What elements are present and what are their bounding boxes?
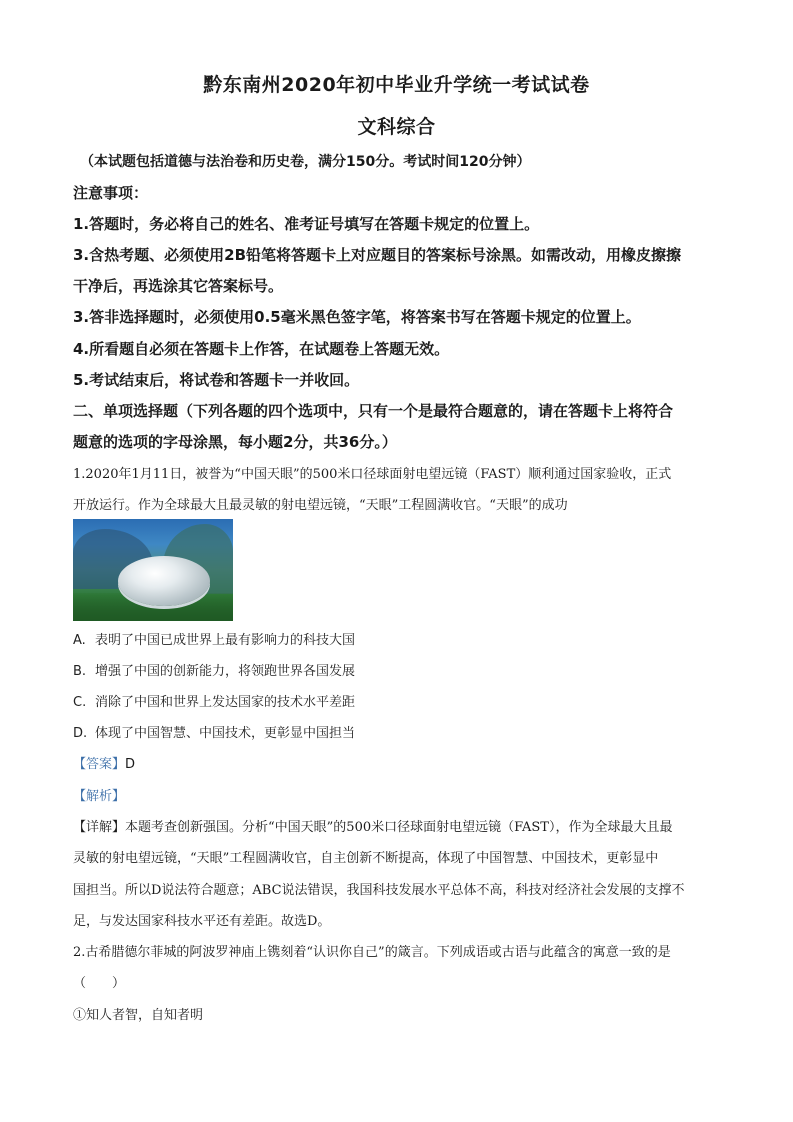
question2-stem: 2.古希腊德尔菲城的阿波罗神庙上镌刻着“认识你自己”的箴言。下列成语或古语与此蕴含的寓意一致的是 [73,945,671,960]
page-title: 黔东南州2020年初中毕业升学统一考试试卷 [203,74,590,96]
instructions-heading: 注意事项： [73,184,149,202]
option-a: A. 表明了中国已成世界上最有影响力的科技大国 [73,633,356,648]
detail-line: 【详解】本题考查创新强国。分析“中国天眼”的500米口径球面射电望远镜（FAST），作为全球最大且最 [73,820,673,835]
detail-line: 足，与发达国家科技水平还有差距。故选D。 [73,914,331,929]
instruction-item: 干净后，再选涂其它答案标号。 [73,277,284,295]
detail-line: 灵敏的射电望远镜，“天眼”工程圆满收官，自主创新不断提高，体现了中国智慧、中国技术，更彰显中 [73,851,659,866]
telescope-dish-graphic [118,556,210,606]
option-c: C. 消除了中国和世界上发达国家的技术水平差距 [73,695,356,710]
question1-stem: 1.2020年1月11日，被誉为“中国天眼”的500米口径球面射电望远镜（FAST）顺利通过国家验收，正式 [73,467,672,482]
page-subtitle: 文科综合 [357,116,436,138]
section-heading-cont: 题意的选项的字母涂黑，每小题2分，共36分。） [73,433,397,451]
exam-note: （本试题包括道德与法治卷和历史卷，满分150分。考试时间120分钟） [80,154,531,170]
option-d: D. 体现了中国智慧、中国技术，更彰显中国担当 [73,726,356,741]
option-b: B. 增强了中国的创新能力，将领跑世界各国发展 [73,664,356,679]
instruction-item: 1.答题时，务必将自己的姓名、准考证号填写在答题卡规定的位置上。 [73,215,540,233]
answer-line [73,753,135,772]
instruction-item: 4.所看题自必须在答题卡上作答，在试题卷上答题无效。 [73,340,450,358]
question2-item: ①知人者智，自知者明 [73,1008,204,1023]
instruction-item: 3.含热考题、必须使用2B铅笔将答题卡上对应题目的答案标号涂黑。如需改动，用橡皮擦擦 [73,246,682,264]
detail-line: 国担当。所以D说法符合题意；ABC说法错误，我国科技发展水平总体不高，科技对经济社会发展的支撑不 [73,883,685,898]
instruction-item: 3.答非选择题时，必须使用0.5毫米黑色签字笔，将答案书写在答题卡规定的位置上。 [73,308,641,326]
analysis-label: 【解析】 [73,789,126,804]
fast-telescope-image [73,519,233,621]
question1-stem-cont: 开放运行。作为全球最大且最灵敏的射电望远镜，“天眼”工程圆满收官。“天眼”的成功 [73,498,568,513]
answer-label: 【答案】 [73,757,126,772]
section-heading: 二、单项选择题（下列各题的四个选项中，只有一个是最符合题意的，请在答题卡上将符合 [73,402,674,420]
instruction-item: 5.考试结束后，将试卷和答题卡一并收回。 [73,371,360,389]
question2-blank: （ ） [73,976,126,991]
analysis-line [73,785,125,804]
answer-value: D [125,757,136,772]
